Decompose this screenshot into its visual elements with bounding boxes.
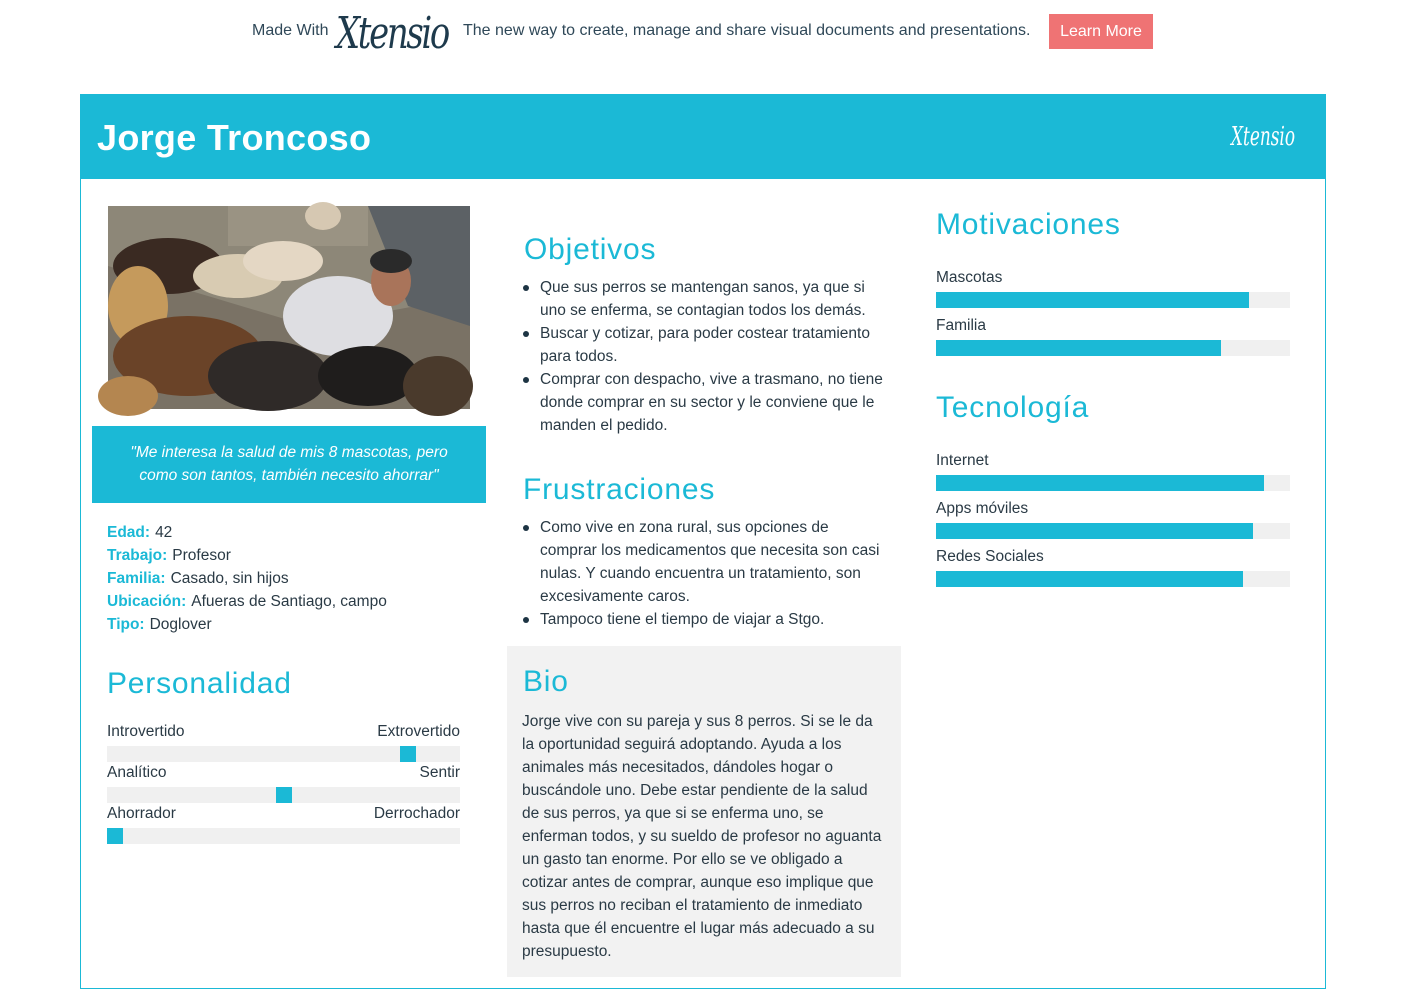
scale-track — [107, 787, 460, 803]
motivations-bars — [936, 268, 1290, 364]
scale-track — [107, 828, 460, 844]
bio-text: Jorge vive con su pareja y sus 8 perros. Si se le da la oportunidad seguirá adoptando. Ayuda a los animales más necesitados, dándoles hogar o buscándole uno. Debe estar pendiente de la salud de sus perros, ya que si se enferma uno, se enferman todos, y su sueldo de profesor no aguanta un gasto tan enorme. Por ello se ve obligado a cotizar antes de comprar, aunque eso implique que sus perros no reciban el tratamiento de inmediato hasta que él encuentre el lugar más adecuado a su presupuesto. — [522, 713, 882, 960]
technology-bar — [936, 451, 1290, 499]
bar-track — [936, 571, 1290, 587]
svg-text:Xtensio: Xtensio — [1229, 122, 1295, 152]
bio-title: Bio — [523, 665, 569, 698]
demographic-age: Edad: 42 — [107, 524, 173, 541]
bar-label: Internet — [936, 452, 989, 469]
promo-tagline: The new way to create, manage and share visual documents and presentations. — [463, 22, 1031, 39]
goals-list — [522, 276, 886, 437]
technology-bar — [936, 547, 1290, 595]
demographics — [107, 521, 467, 636]
bar-fill — [936, 571, 1243, 587]
scale-marker — [400, 746, 416, 762]
scale-right-label: Sentir — [419, 764, 460, 781]
list-item: Como vive en zona rural, sus opciones de comprar los medicamentos que necesita son casi nulas. Y cuando encuentra un tratamiento, son excesivamente caros. — [522, 516, 886, 608]
scale-left-label: Introvertido — [107, 723, 185, 740]
list-item: Comprar con despacho, vive a trasmano, no tiene donde comprar en su sector y le conviene que le manden el pedido. — [522, 368, 886, 437]
goals-title: Objetivos — [524, 233, 657, 266]
card-header — [81, 95, 1325, 179]
personality-title: Personalidad — [107, 667, 292, 700]
bar-label: Redes Sociales — [936, 548, 1044, 565]
list-item: Que sus perros se mantengan sanos, ya que si uno se enferma, se contagian todos los demás. — [522, 276, 886, 322]
persona-quote: "Me interesa la salud de mis 8 mascotas, pero como son tantos, también necesito ahorrar" — [92, 426, 486, 503]
demographic-type: Tipo: Doglover — [107, 616, 212, 633]
bar-track — [936, 340, 1290, 356]
frustrations-list — [522, 516, 886, 631]
technology-bars — [936, 451, 1290, 595]
xtensio-header-logo — [1231, 119, 1295, 153]
personality-scale — [107, 763, 460, 804]
xtensio-logo[interactable] — [333, 4, 450, 59]
motivation-bar — [936, 316, 1290, 364]
bar-fill — [936, 340, 1221, 356]
made-with-label: Made With — [252, 22, 329, 39]
persona-name: Jorge Troncoso — [97, 117, 372, 158]
scale-right-label: Derrochador — [373, 805, 460, 822]
scale-left-label: Analítico — [107, 764, 167, 781]
scale-right-label: Extrovertido — [377, 723, 460, 740]
persona-card — [80, 94, 1326, 989]
bio-section — [507, 646, 901, 977]
promo-bar — [0, 0, 1405, 62]
technology-bar — [936, 499, 1290, 547]
bar-fill — [936, 475, 1264, 491]
motivations-title: Motivaciones — [936, 208, 1121, 241]
bar-fill — [936, 523, 1253, 539]
personality-scale — [107, 722, 460, 763]
svg-text:Xtensio: Xtensio — [333, 8, 450, 59]
personality-scales — [107, 722, 460, 845]
bar-track — [936, 523, 1290, 539]
bar-track — [936, 292, 1290, 308]
scale-marker — [107, 828, 123, 844]
frustrations-title: Frustraciones — [523, 473, 716, 506]
bar-fill — [936, 292, 1249, 308]
list-item: Buscar y cotizar, para poder costear tratamiento para todos. — [522, 322, 886, 368]
demographic-location: Ubicación: Afueras de Santiago, campo — [107, 593, 387, 610]
scale-marker — [276, 787, 292, 803]
bar-label: Mascotas — [936, 269, 1003, 286]
persona-photo — [108, 206, 470, 409]
photo-illustration — [108, 206, 470, 409]
learn-more-button[interactable]: Learn More — [1049, 14, 1153, 49]
list-item: Tampoco tiene el tiempo de viajar a Stgo. — [522, 608, 886, 631]
bar-label: Apps móviles — [936, 500, 1029, 517]
scale-track — [107, 746, 460, 762]
bar-label: Familia — [936, 317, 986, 334]
demographic-job: Trabajo: Profesor — [107, 547, 231, 564]
scale-left-label: Ahorrador — [107, 805, 176, 822]
technology-title: Tecnología — [936, 391, 1090, 424]
demographic-family: Familia: Casado, sin hijos — [107, 570, 289, 587]
personality-scale — [107, 804, 460, 845]
bar-track — [936, 475, 1290, 491]
motivation-bar — [936, 268, 1290, 316]
